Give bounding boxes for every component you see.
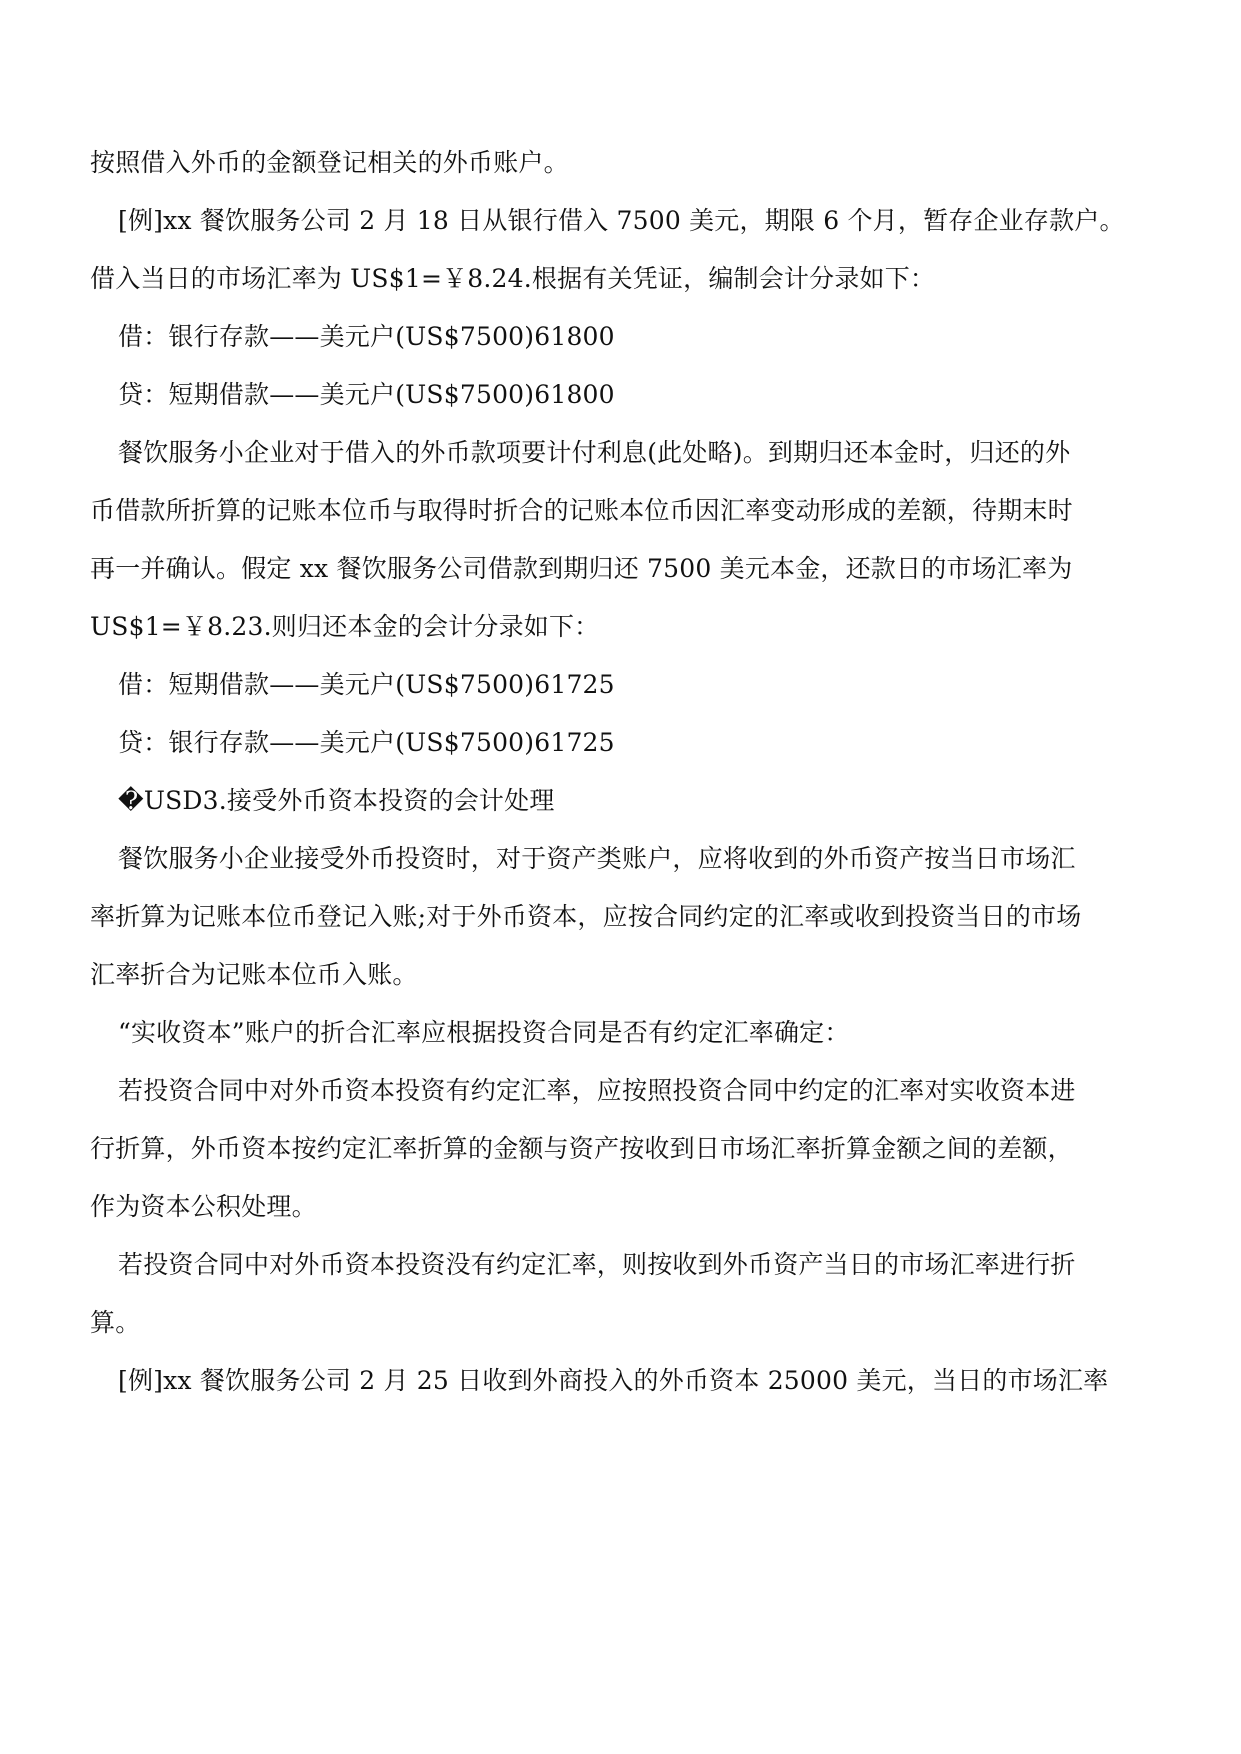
paragraph-line: 率折算为记账本位币登记入账;对于外币资本，应按合同约定的汇率或收到投资当日的市场 — [90, 902, 1082, 931]
journal-entry-line: 贷：短期借款——美元户(US$7500)61800 — [118, 380, 615, 409]
paragraph-line: “实收资本”账户的折合汇率应根据投资合同是否有约定汇率确定： — [118, 1018, 850, 1047]
paragraph-line: 作为资本公积处理。 — [90, 1192, 317, 1221]
paragraph-line: 若投资合同中对外币资本投资有约定汇率，应按照投资合同中约定的汇率对实收资本进 — [118, 1076, 1076, 1105]
journal-entry-line: 借：银行存款——美元户(US$7500)61800 — [118, 322, 615, 351]
journal-entry-line: 贷：银行存款——美元户(US$7500)61725 — [118, 728, 615, 757]
paragraph-line: [例]xx 餐饮服务公司 2 月 25 日收到外商投入的外币资本 25000 美元，当日的市场汇率 — [118, 1366, 1109, 1395]
paragraph-line: 借入当日的市场汇率为 US$1=￥8.24.根据有关凭证，编制会计分录如下： — [90, 264, 936, 293]
paragraph-line: 餐饮服务小企业接受外币投资时，对于资产类账户，应将收到的外币资产按当日市场汇 — [118, 844, 1076, 873]
journal-entry-line: 借：短期借款——美元户(US$7500)61725 — [118, 670, 615, 699]
paragraph-line: 按照借入外币的金额登记相关的外币账户。 — [90, 148, 569, 177]
paragraph-line: 行折算，外币资本按约定汇率折算的金额与资产按收到日市场汇率折算金额之间的差额， — [90, 1134, 1073, 1163]
paragraph-line: 餐饮服务小企业对于借入的外币款项要计付利息(此处略)。到期归还本金时，归还的外 — [118, 438, 1071, 467]
paragraph-line: US$1=￥8.23.则归还本金的会计分录如下： — [90, 612, 600, 641]
paragraph-line: 币借款所折算的记账本位币与取得时折合的记账本位币因汇率变动形成的差额，待期末时 — [90, 496, 1073, 525]
paragraph-line: 若投资合同中对外币资本投资没有约定汇率，则按收到外币资产当日的市场汇率进行折 — [118, 1250, 1076, 1279]
section-heading: �USD3.接受外币资本投资的会计处理 — [118, 786, 555, 815]
paragraph-line: [例]xx 餐饮服务公司 2 月 18 日从银行借入 7500 美元，期限 6 个月，暂存企业存款户。 — [118, 206, 1125, 235]
paragraph-line: 算。 — [90, 1308, 141, 1337]
paragraph-line: 汇率折合为记账本位币入账。 — [90, 960, 418, 989]
paragraph-line: 再一并确认。假定 xx 餐饮服务公司借款到期归还 7500 美元本金，还款日的市场汇率为 — [90, 554, 1073, 583]
